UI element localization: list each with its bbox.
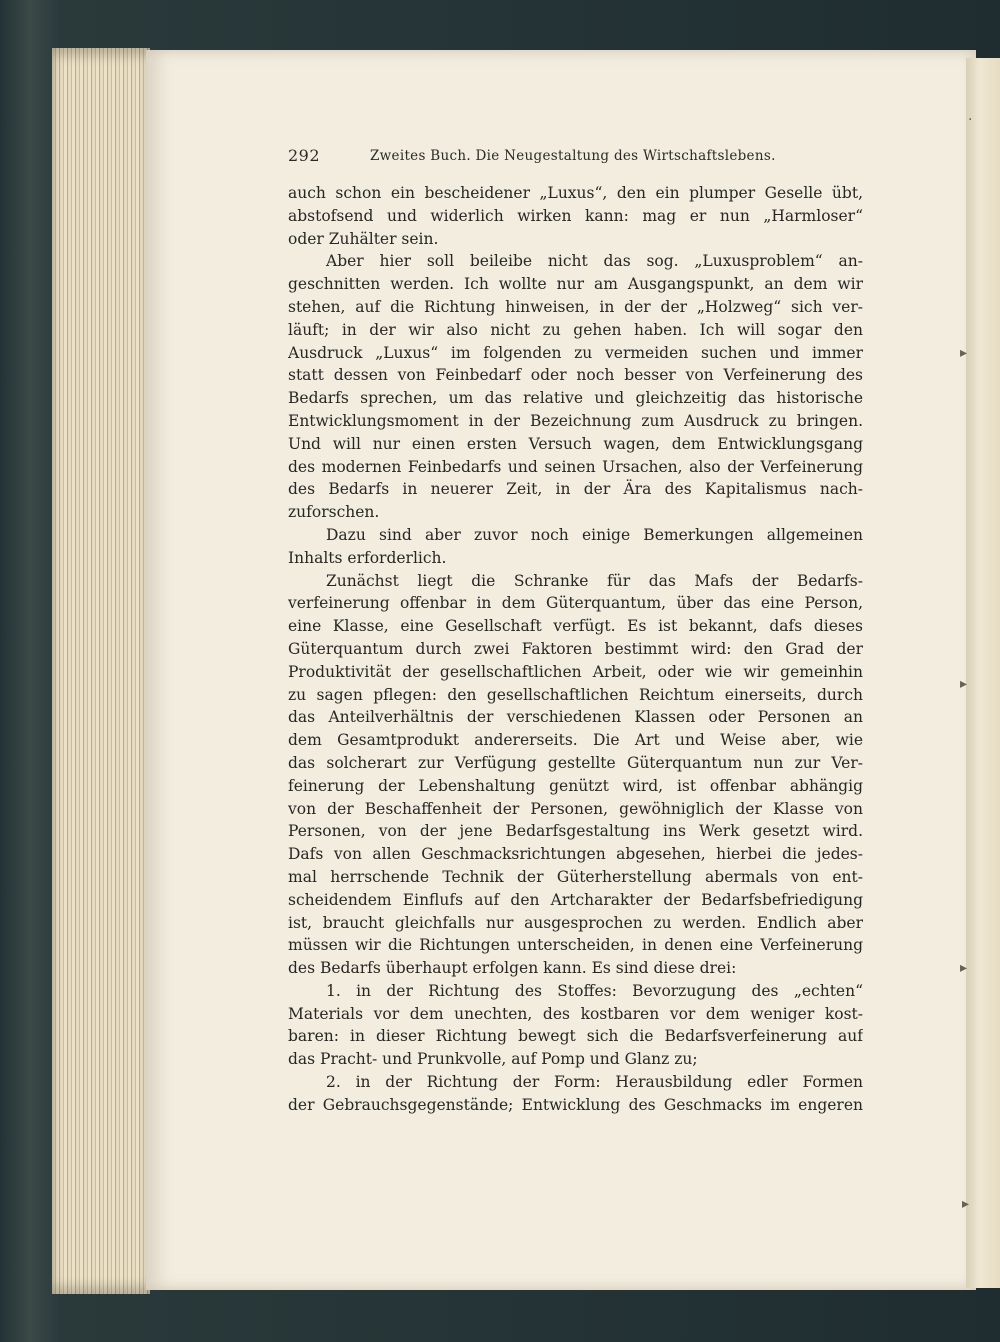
text-line: auch schon ein bescheidener „Luxus“, den ein plumper Geselle übt, (288, 184, 863, 202)
text-line: scheidendem Einflufs auf den Artcharakter der Bedarfsbefriedigung (288, 890, 863, 909)
text-line: 2. in der Richtung der Form: Herausbildung edler Formen (326, 1073, 863, 1092)
page-header (288, 146, 864, 170)
page-mark-icon: ▸ (960, 345, 968, 361)
page-mark-icon: ▸ (962, 1196, 970, 1212)
text-line: Materials vor dem unechten, des kostbaren vor dem weniger kost- (288, 1004, 863, 1023)
page-number: 292 (288, 146, 321, 165)
text-line: Dafs von allen Geschmacksrichtungen abgesehen, hierbei die jedes- (288, 845, 863, 864)
text-line: Entwicklungsmoment in der Bezeichnung zum Ausdruck zu bringen. (288, 411, 863, 430)
text-line: oder Zuhälter sein. (288, 229, 439, 248)
text-line: das Pracht- und Prunkvolle, auf Pomp und Glanz zu; (288, 1050, 698, 1069)
text-line: des Bedarfs überhaupt erfolgen kann. Es sind diese drei: (288, 959, 737, 978)
text-line: stehen, auf die Richtung hinweisen, in der der „Holzweg“ sich ver- (288, 297, 863, 316)
text-line: das Anteilverhältnis der verschiedenen Klassen oder Personen an (288, 708, 863, 727)
text-line: ist, braucht gleichfalls nur ausgesprochen zu werden. Endlich aber (288, 913, 863, 932)
text-line: Produktivität der gesellschaftlichen Arbeit, oder wie wir gemeinhin (288, 662, 863, 681)
text-line: Inhalts erforderlich. (288, 548, 447, 567)
next-page-edge (966, 58, 1000, 1288)
text-line: der Gebrauchsgegenstände; Entwicklung des Geschmacks im engeren (288, 1095, 863, 1114)
text-line: Und will nur einen ersten Versuch wagen, dem Entwicklungsgang (288, 434, 863, 453)
page-mark-icon: ▸ (960, 676, 968, 692)
text-line: eine Klasse, eine Gesellschaft verfügt. Es ist bekannt, dafs dieses (288, 617, 863, 636)
page-mark-icon: ▸ (960, 960, 968, 976)
text-line: Zunächst liegt die Schranke für das Mafs der Bedarfs- (326, 571, 863, 590)
text-line: feinerung der Lebenshaltung genützt wird, ist offenbar abhängig (288, 776, 863, 795)
text-line: 1. in der Richtung des Stoffes: Bevorzugung des „echten“ (326, 981, 863, 1000)
text-line: das solcherart zur Verfügung gestellte Güterquantum nun zur Ver- (288, 753, 863, 772)
text-line: Dazu sind aber zuvor noch einige Bemerkungen allgemeinen (326, 525, 863, 544)
page-edges (52, 48, 150, 1294)
text-line: mal herrschende Technik der Güterherstellung abermals von ent- (288, 867, 863, 886)
text-line: Ausdruck „Luxus“ im folgenden zu vermeiden suchen und immer (288, 343, 863, 362)
text-line: statt dessen von Feinbedarf oder noch besser von Verfeinerung des (288, 366, 863, 385)
text-line: des modernen Feinbedarfs und seinen Ursachen, also der Verfeinerung (288, 457, 863, 476)
text-line: geschnitten werden. Ich wollte nur am Ausgangspunkt, an dem wir (288, 275, 863, 294)
text-line: Personen, von der jene Bedarfsgestaltung ins Werk gesetzt wird. (288, 822, 863, 841)
text-line: verfeinerung offenbar in dem Güterquantum, über das eine Person, (288, 594, 863, 613)
text-line: dem Gesamtprodukt andererseits. Die Art und Weise aber, wie (288, 731, 863, 750)
text-line: Aber hier soll beileibe nicht das sog. „Luxusproblem“ an- (326, 252, 863, 271)
text-line: Güterquantum durch zwei Faktoren bestimmt wird: den Grad der (288, 639, 863, 658)
text-line: läuft; in der wir also nicht zu gehen haben. Ich will sogar den (288, 320, 863, 339)
book-cover-edge (0, 0, 60, 1342)
body-text (288, 182, 863, 1117)
text-line: abstofsend und widerlich wirken kann: mag er nun „Harmloser“ (288, 206, 863, 225)
text-line: von der Beschaffenheit der Personen, gewöhniglich der Klasse von (288, 799, 863, 818)
text-line: zu sagen pflegen: den gesellschaftlichen Reichtum einerseits, durch (288, 685, 863, 704)
text-line: müssen wir die Richtungen unterscheiden, in denen eine Verfeinerung (288, 936, 863, 955)
text-line: des Bedarfs in neuerer Zeit, in der Ära des Kapitalismus nach- (288, 480, 863, 499)
text-line: Bedarfs sprechen, um das relative und gleichzeitig das historische (288, 389, 863, 408)
text-line: zuforschen. (288, 503, 380, 522)
page-mark-icon: · (968, 112, 973, 128)
running-head: Zweites Buch. Die Neugestaltung des Wirtschaftslebens. (370, 148, 776, 164)
text-line: baren: in dieser Richtung bewegt sich die Bedarfsverfeinerung auf (288, 1027, 863, 1046)
